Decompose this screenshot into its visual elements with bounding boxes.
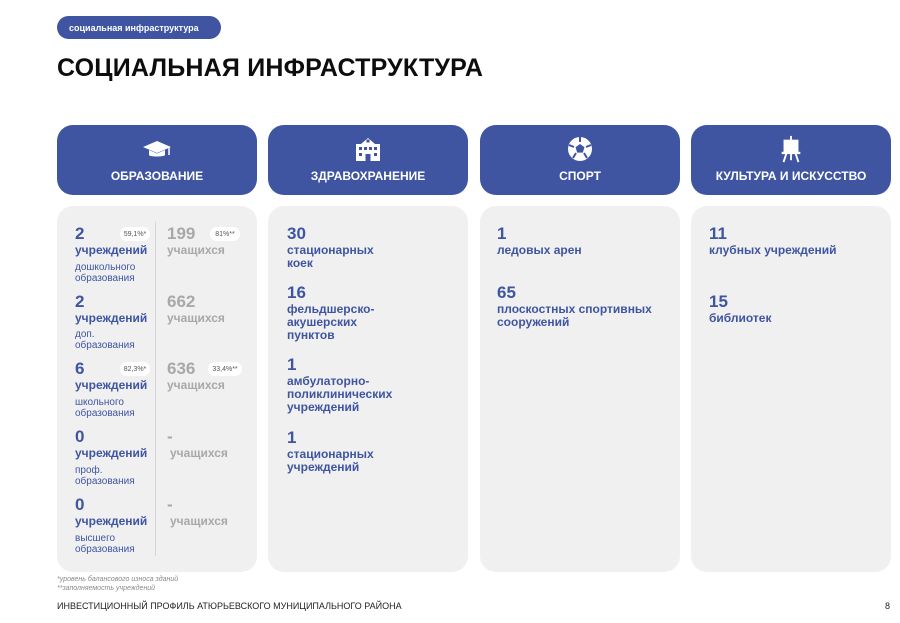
edu-count: 0 (75, 495, 85, 514)
health-label: амбулаторно-поликлинических учреждений (287, 374, 393, 414)
health-value: 30 (287, 224, 306, 243)
health-value: 16 (287, 283, 306, 302)
edu-desc: школьного образования (75, 397, 135, 419)
culture-value: 11 (709, 224, 727, 243)
education-divider (155, 222, 156, 556)
page-number: 8 (885, 601, 891, 611)
header-culture (691, 125, 891, 195)
sport-card (480, 206, 680, 572)
easel-icon (779, 135, 803, 163)
edu-unit: учреждений (75, 243, 148, 257)
edu-count: 6 (75, 359, 85, 378)
edu-desc: доп. образования (75, 329, 135, 351)
header-health (268, 125, 468, 195)
culture-value: 15 (709, 292, 728, 311)
edu-unit: учреждений (75, 514, 148, 528)
sport-label: плоскостных спортивных сооружений (497, 302, 652, 329)
edu-count: 0 (75, 427, 85, 446)
sport-value: 1 (497, 224, 507, 243)
health-value: 1 (287, 355, 297, 374)
culture-label: библиотек (709, 311, 772, 325)
students-label: учащихся (167, 311, 225, 325)
students-count: - (167, 427, 173, 446)
hospital-icon (353, 135, 383, 163)
edu-unit: учреждений (75, 311, 148, 325)
students-label: учащихся (170, 446, 228, 460)
sport-value: 65 (497, 283, 516, 302)
students-label: учащихся (167, 378, 225, 392)
footnote-wear: *уровень балансового износа зданий (57, 576, 179, 583)
wear-badge: 59,1%* (120, 227, 150, 241)
page-title: СОЦИАЛЬНАЯ ИНФРАСТРУКТУРА (57, 54, 484, 82)
students-count: 199 (167, 224, 196, 243)
header-sport-label: СПОРТ (559, 169, 601, 183)
wear-badge: 82,3%* (120, 362, 150, 376)
edu-count: 2 (75, 292, 85, 311)
students-count: 662 (167, 292, 196, 311)
footnote-occupancy: **заполняемость учреждений (57, 585, 156, 592)
section-tag: социальная инфраструктура (57, 16, 221, 39)
health-label: стационарных коек (287, 243, 374, 270)
edu-desc: дошкольного образования (75, 262, 136, 284)
edu-unit: учреждений (75, 446, 148, 460)
health-label: стационарных учреждений (287, 447, 374, 474)
students-count: - (167, 495, 173, 514)
health-label: фельдшерско-акушерских пунктов (287, 302, 375, 342)
footer-text: ИНВЕСТИЦИОННЫЙ ПРОФИЛЬ АТЮРЬЕВСКОГО МУНИЦИПАЛЬНОГО РАЙОНА (57, 601, 402, 611)
edu-count: 2 (75, 224, 85, 243)
header-health-label: ЗДРАВОХРАНЕНИЕ (310, 169, 426, 183)
header-culture-label: КУЛЬТУРА И ИСКУССТВО (715, 169, 867, 183)
header-education (57, 125, 257, 195)
edu-unit: учреждений (75, 378, 148, 392)
students-label: учащихся (170, 514, 228, 528)
culture-card (691, 206, 891, 572)
header-sport (480, 125, 680, 195)
health-value: 1 (287, 428, 297, 447)
soccer-ball-icon (566, 135, 594, 163)
students-label: учащихся (167, 243, 225, 257)
occupancy-badge: 33,4%** (208, 362, 242, 376)
edu-desc: высшего образования (75, 533, 135, 555)
edu-desc: проф. образования (75, 465, 135, 487)
culture-label: клубных учреждений (709, 243, 837, 257)
graduation-cap-icon (141, 135, 173, 163)
students-count: 636 (167, 359, 196, 378)
occupancy-badge: 81%** (210, 227, 240, 241)
header-education-label: ОБРАЗОВАНИЕ (110, 169, 204, 183)
sport-label: ледовых арен (497, 243, 582, 257)
